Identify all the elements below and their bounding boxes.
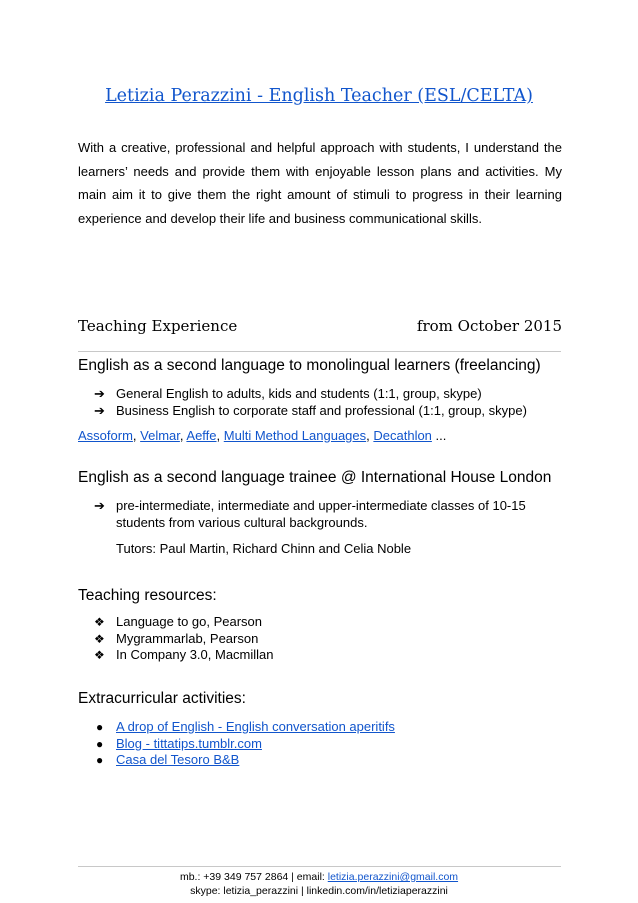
freelance-title: English as a second language to monolingual learners (freelancing) [78,357,541,374]
separator: , [216,428,224,443]
footer [0,871,638,898]
separator: , [179,428,187,443]
intro-paragraph: With a creative, professional and helpful approach with students, I understand the learners’ needs and provide them with enjoyable lesson plans and activities. My main aim it to give them the right amount of stimuli to progress in their learning experience and develop their life and business communicational skills. [78,140,562,226]
teaching-experience-header [78,317,562,335]
arrow-icon: ➔ [94,386,105,401]
trainee-title: English as a second language trainee @ International House London [78,469,552,486]
separator: , [366,428,374,443]
activity-link-casa-del-tesoro[interactable]: Casa del Tesoro B&B [116,752,240,767]
client-link-decathlon[interactable]: Decathlon [373,428,432,443]
list-item-text: Mygrammarlab, Pearson [116,630,259,646]
dot-bullet-icon: ● [96,736,104,751]
list-item [78,736,395,753]
diamond-bullet-icon: ❖ [94,648,105,662]
list-item [78,719,395,736]
footer-divider [78,866,561,867]
list-item [78,752,395,769]
tutors-text: Tutors: Paul Martin, Richard Chinn and Celia Noble [116,541,412,556]
activity-link-blog[interactable]: Blog - tittatips.tumblr.com [116,735,262,751]
section-divider [78,351,561,352]
client-link-aeffe[interactable]: Aeffe [186,428,217,443]
dot-bullet-icon: ● [96,753,104,767]
ellipsis: ... [431,428,447,443]
page-title [0,86,638,106]
resources-list [78,614,274,664]
list-item-text: General English to adults, kids and students (1:1, group, skype) [116,386,482,401]
diamond-bullet-icon: ❖ [94,631,105,646]
extracurricular-list [78,719,395,769]
list-item [78,631,274,648]
extracurricular-heading: Extracurricular activities: [78,690,246,707]
diamond-bullet-icon: ❖ [94,615,105,629]
footer-line-1 [0,871,638,885]
resources-heading: Teaching resources: [78,587,217,604]
trainee-list [78,498,548,531]
clients-row [78,428,446,443]
arrow-icon: ➔ [94,498,105,513]
title-link[interactable]: Letizia Perazzini - English Teacher (ESL/CELTA) [105,86,533,106]
list-item [78,498,548,531]
separator: , [132,428,141,443]
client-link-multi-method[interactable]: Multi Method Languages [223,428,367,443]
footer-line-2: skype: letizia_perazzini | linkedin.com/in/letiziaperazzini [190,884,448,897]
list-item-text: Language to go, Pearson [116,614,263,629]
client-link-assoform[interactable]: Assoform [78,428,133,443]
section-heading: Teaching Experience [78,317,238,335]
list-item [78,614,274,631]
list-item-text: In Company 3.0, Macmillan [116,647,274,662]
freelance-list [78,386,527,419]
list-item [78,403,527,420]
section-date: from October 2015 [416,317,562,335]
dot-bullet-icon: ● [96,720,104,734]
list-item [78,386,527,403]
activity-link-drop-of-english[interactable]: A drop of English - English conversation aperitifs [116,719,395,734]
list-item [78,647,274,664]
footer-email-link[interactable]: letizia.perazzini@gmail.com [327,871,459,883]
list-item-text: pre-intermediate, intermediate and upper-intermediate classes of 10-15 students from various cultural backgrounds. [116,498,526,530]
footer-phone: mb.: +39 349 757 2864 [179,871,289,883]
client-link-velmar[interactable]: Velmar [140,428,180,443]
list-item-text: Business English to corporate staff and professional (1:1, group, skype) [116,402,527,418]
arrow-icon: ➔ [94,402,105,418]
footer-email-label: | email: [288,871,328,883]
